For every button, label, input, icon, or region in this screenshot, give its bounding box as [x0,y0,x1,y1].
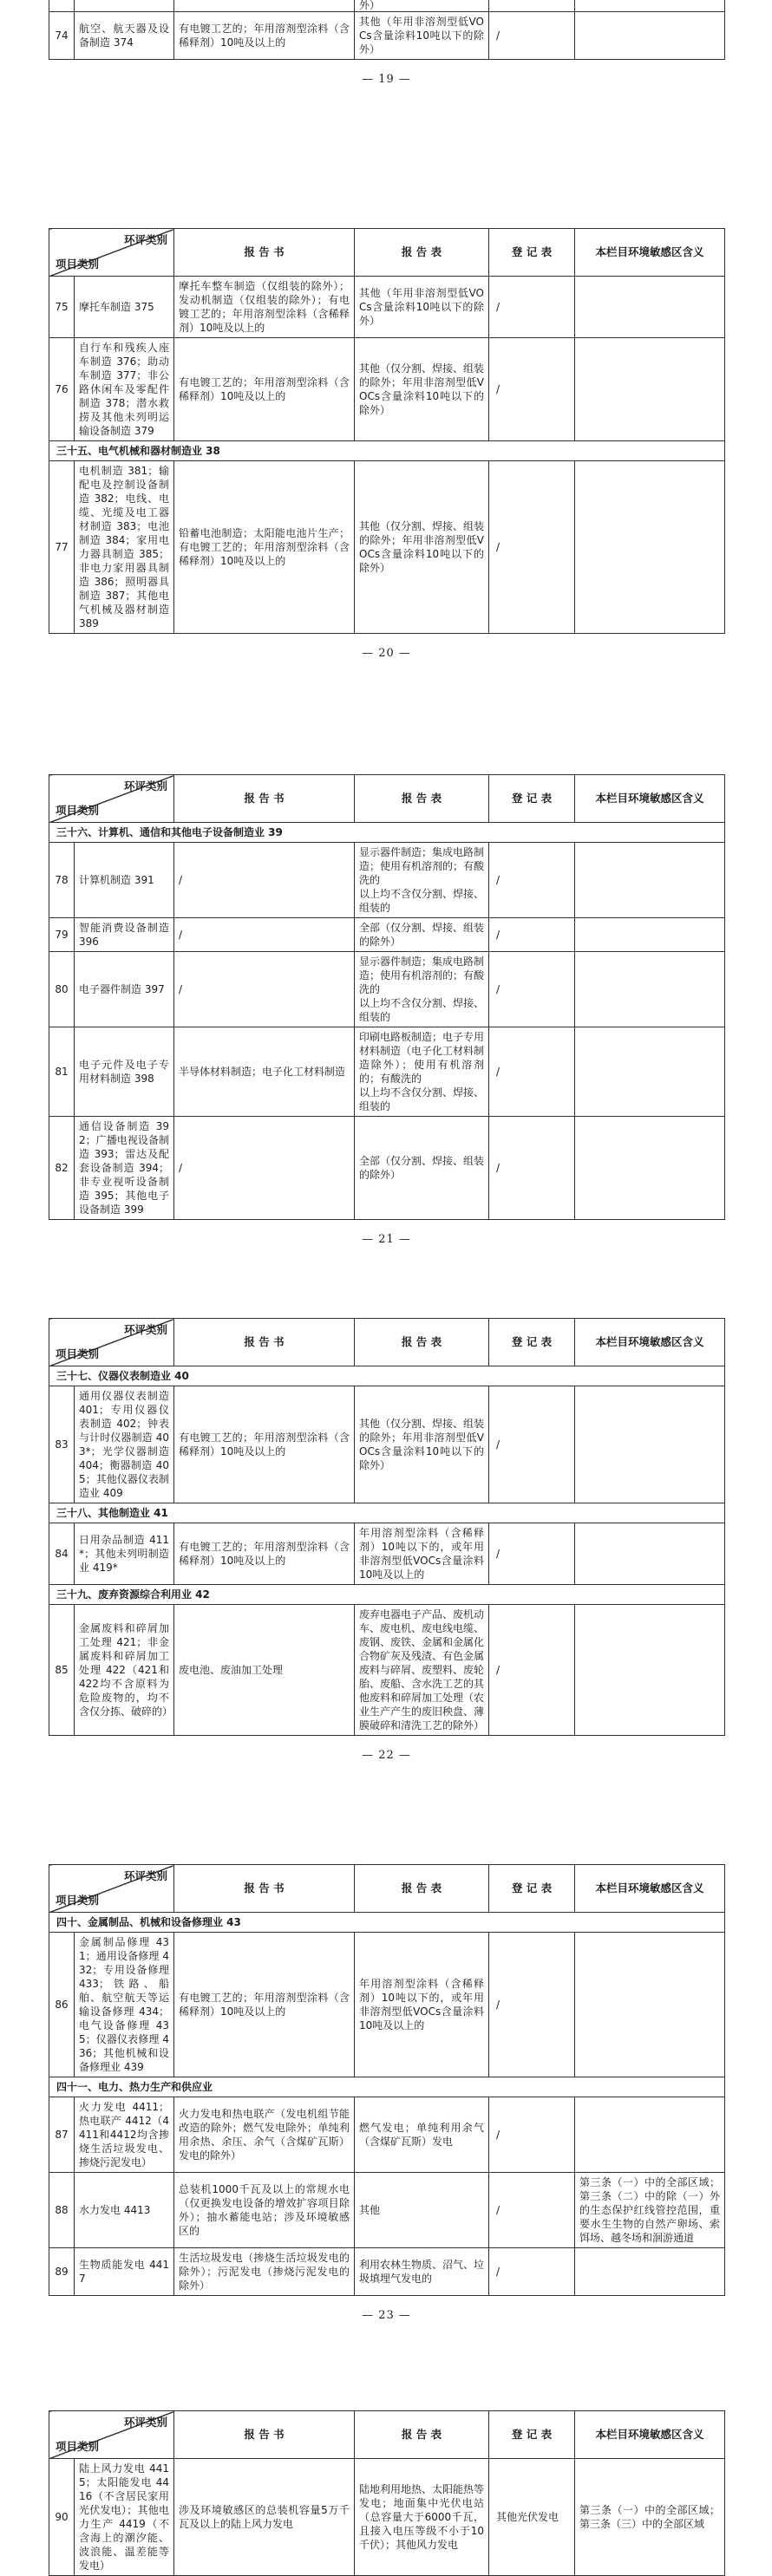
category-item-row [49,1605,725,1736]
header-sensitive-meaning-label: 本栏目环境敏感区含义 [575,2411,725,2459]
register-table-cell: / [489,461,575,634]
report-table-cell: 其他（年用非溶剂型低VOCs含量涂料10吨以下的除外） [355,277,489,338]
project-category-cell: 电子器件制造 397 [75,952,174,1027]
row-number-cell: 78 [49,843,75,918]
table-header-row [49,2411,725,2459]
register-table-cell: / [489,1523,575,1585]
table-header-row [49,1865,725,1913]
register-table-cell: / [489,338,575,441]
project-category-cell: 电子元件及电子专用材料制造 398 [75,1027,174,1117]
register-table-cell: / [489,1386,575,1503]
industry-section-row [49,441,725,461]
page-number: — 23 — [362,2309,411,2322]
header-eia-category-label: 环评类别 [123,233,167,246]
page-number: — 19 — [362,73,411,86]
industry-section-row [49,2077,725,2097]
row-number-cell: 84 [49,1523,75,1585]
report-table-cell: 全部（仅分割、焊接、组装的除外） [355,918,489,952]
category-table [49,0,725,60]
report-book-cell: 有电镀工艺的；年用溶剂型涂料（含稀释剂）10吨及以上的 [174,1386,355,1503]
table-header-row [49,1319,725,1366]
project-category-cell: 通用仪器仪表制造 401；专用仪器仪表制造 402；钟表与计时仪器制造 403*；光学仪器制造 404；衡器制造 405；其他仪器仪表制造业 409 [75,1386,174,1503]
industry-section-row [49,1913,725,1933]
report-book-cell: 有电镀工艺的；年用溶剂型涂料（含稀释剂）10吨及以上的 [174,1933,355,2077]
sensitive-area-meaning-cell [575,2097,725,2173]
header-report-table-label: 报 告 表 [355,2411,489,2459]
header-sensitive-meaning-label: 本栏目环境敏感区含义 [575,229,725,277]
sensitive-area-meaning-cell [575,338,725,441]
sensitive-area-meaning-cell [575,461,725,634]
industry-section-row [49,1503,725,1523]
header-eia-category-label: 环评类别 [123,1869,167,1882]
category-item-row [49,918,725,952]
report-book-cell: 铅蓄电池制造；太阳能电池片生产；有电镀工艺的；年用溶剂型涂料（含稀释剂）10吨及以上的 [174,461,355,634]
header-sensitive-meaning-label: 本栏目环境敏感区含义 [575,1865,725,1913]
project-category-cell: 电机制造 381；输配电及控制设备制造 382；电线、电缆、光缆及电工器材制造 383；电池制造 384；家用电力器具制造 385；非电力家用器具制造 386；照明器具制造 387；其他电气机械及器材制造 389 [75,461,174,634]
industry-section-label: 四十一、电力、热力生产和供应业 [49,2077,725,2097]
row-number-cell [49,0,75,12]
header-register-table-label: 登 记 表 [489,1319,575,1366]
diagonal-header-cell [49,1319,174,1366]
sensitive-area-meaning-cell [575,1523,725,1585]
row-number-cell: 79 [49,918,75,952]
project-category-cell: 金属制品修理 431；通用设备修理 432；专用设备修理 433；铁路、船舶、航空航天等运输设备修理 434；电气设备修理 435；仪器仪表修理 436；其他机械和设备修理业 439 [75,1933,174,2077]
header-project-category-label: 项目类别 [56,1347,100,1360]
header-report-book-label: 报 告 书 [174,229,355,277]
project-category-cell: 智能消费设备制造 396 [75,918,174,952]
report-table-cell: 年用溶剂型涂料（含稀释剂）10吨以下的，或年用非溶剂型低VOCs含量涂料10吨及以上的 [355,1523,489,1585]
page-block [49,1318,724,1762]
report-table-cell: 外） [355,0,489,12]
report-table-cell: 显示器件制造；集成电路制造；使用有机溶剂的；有酸洗的 以上均不含仅分割、焊接、组装的 [355,952,489,1027]
diagonal-header-cell [49,2411,174,2459]
sensitive-area-meaning-cell [575,1027,725,1117]
header-register-table-label: 登 记 表 [489,229,575,277]
report-table-cell: 印刷电路板制造；电子专用材料制造（电子化工材料制造除外）；使用有机溶剂的；有酸洗的 以上均不含仅分割、焊接、组装的 [355,1027,489,1117]
project-category-cell [75,0,174,12]
sensitive-area-meaning-cell [575,843,725,918]
report-table-cell: 全部（仅分割、焊接、组装的除外） [355,1117,489,1220]
project-category-cell: 通信设备制造 392；广播电视设备制造 393；雷达及配套设备制造 394；非专业视听设备制造 395；其他电子设备制造 399 [75,1117,174,1220]
sensitive-area-meaning-cell [575,1933,725,2077]
project-category-cell: 摩托车制造 375 [75,277,174,338]
register-table-cell [489,0,575,12]
row-number-cell: 75 [49,277,75,338]
row-number-cell: 90 [49,2459,75,2576]
category-item-row [49,1386,725,1503]
table-header-row [49,775,725,823]
header-report-book-label: 报 告 书 [174,775,355,823]
register-table-cell: / [489,2173,575,2248]
report-table-cell: 燃气发电；单纯利用余气（含煤矿瓦斯）发电 [355,2097,489,2173]
report-book-cell: 有电镀工艺的；年用溶剂型涂料（含稀释剂）10吨及以上的 [174,12,355,60]
category-item-row [49,1027,725,1117]
category-table [49,1318,725,1736]
industry-section-row [49,1366,725,1386]
industry-section-label: 三十五、电气机械和器材制造业 38 [49,441,725,461]
sensitive-area-meaning-cell [575,952,725,1027]
industry-section-label: 四十、金属制品、机械和设备修理业 43 [49,1913,725,1933]
header-register-table-label: 登 记 表 [489,1865,575,1913]
project-category-cell: 航空、航天器及设备制造 374 [75,12,174,60]
sensitive-area-meaning-cell [575,1605,725,1736]
category-item-row [49,1117,725,1220]
row-number-cell: 87 [49,2097,75,2173]
register-table-cell: / [489,1933,575,2077]
industry-section-label: 三十八、其他制造业 41 [49,1503,725,1523]
page-block [49,0,724,86]
table-header-row [49,229,725,277]
header-sensitive-meaning-label: 本栏目环境敏感区含义 [575,775,725,823]
report-book-cell: / [174,1117,355,1220]
diagonal-header-cell [49,229,174,277]
header-eia-category-label: 环评类别 [123,779,167,792]
category-table [49,774,725,1220]
page-block [49,228,724,660]
project-category-cell: 火力发电 4411；热电联产 4412（4411和4412均含掺烧生活垃圾发电、掺烧污泥发电） [75,2097,174,2173]
sensitive-area-meaning-cell [575,12,725,60]
row-number-cell: 86 [49,1933,75,2077]
header-project-category-label: 项目类别 [56,804,100,817]
report-book-cell: 火力发电和热电联产（发电机组节能改造的除外；燃气发电除外；单纯利用余热、余压、余气（含煤矿瓦斯）发电的除外） [174,2097,355,2173]
report-book-cell: 有电镀工艺的；年用溶剂型涂料（含稀释剂）10吨及以上的 [174,338,355,441]
row-number-cell: 80 [49,952,75,1027]
register-table-cell: / [489,843,575,918]
category-item-row [49,843,725,918]
category-item-row [49,461,725,634]
row-number-cell: 85 [49,1605,75,1736]
clipped-row [49,0,725,12]
report-book-cell: 摩托车整车制造（仅组装的除外）；发动机制造（仅组装的除外）；有电镀工艺的；年用溶剂型涂料（含稀释剂）10吨及以上的 [174,277,355,338]
header-report-book-label: 报 告 书 [174,2411,355,2459]
register-table-cell: / [489,918,575,952]
register-table-cell: / [489,1605,575,1736]
report-table-cell: 其他（仅分割、焊接、组装的除外；年用非溶剂型低VOCs含量涂料10吨以下的除外） [355,338,489,441]
register-table-cell: / [489,277,575,338]
report-book-cell: 涉及环境敏感区的总装机容量5万千瓦及以上的陆上风力发电 [174,2459,355,2576]
report-book-cell: 废电池、废油加工处理 [174,1605,355,1736]
industry-section-row [49,1585,725,1605]
report-table-cell: 其他（仅分割、焊接、组装的除外；年用非溶剂型低VOCs含量涂料10吨以下的除外） [355,461,489,634]
page-block [49,2410,724,2576]
sensitive-area-meaning-cell [575,2248,725,2296]
project-category-cell: 计算机制造 391 [75,843,174,918]
report-book-cell: / [174,843,355,918]
category-table [49,2410,725,2576]
category-item-row [49,2097,725,2173]
header-report-table-label: 报 告 表 [355,775,489,823]
category-item-row [49,2248,725,2296]
industry-section-label: 三十七、仪器仪表制造业 40 [49,1366,725,1386]
page-number: — 21 — [362,1233,411,1246]
category-item-row [49,952,725,1027]
report-table-cell: 其他（年用非溶剂型低VOCs含量涂料10吨以下的除外） [355,12,489,60]
sensitive-area-meaning-cell: 第三条（一）中的全部区域；第三条（三）中的全部区域 [575,2459,725,2576]
page-block [49,774,724,1246]
report-book-cell: 有电镀工艺的；年用溶剂型涂料（含稀释剂）10吨及以上的 [174,1523,355,1585]
report-book-cell: 生活垃圾发电（掺烧生活垃圾发电的除外）；污泥发电（掺烧污泥发电的除外） [174,2248,355,2296]
header-report-table-label: 报 告 表 [355,229,489,277]
row-number-cell: 76 [49,338,75,441]
project-category-cell: 自行车和残疾人座车制造 376；助动车制造 377；非公路休闲车及零配件制造 378；潜水救捞及其他未列明运输设备制造 379 [75,338,174,441]
report-table-cell: 利用农林生物质、沼气、垃圾填埋气发电的 [355,2248,489,2296]
page-block [49,1864,724,2322]
header-project-category-label: 项目类别 [56,1894,100,1907]
header-report-book-label: 报 告 书 [174,1319,355,1366]
register-table-cell: / [489,2097,575,2173]
industry-section-label: 三十六、计算机、通信和其他电子设备制造业 39 [49,823,725,843]
category-item-row [49,2173,725,2248]
header-project-category-label: 项目类别 [56,2440,100,2453]
report-book-cell: / [174,952,355,1027]
sensitive-area-meaning-cell [575,277,725,338]
row-number-cell: 82 [49,1117,75,1220]
report-book-cell: 总装机1000千瓦及以上的常规水电（仅更换发电设备的增效扩容项目除外）；抽水蓄能电站；涉及环境敏感区的 [174,2173,355,2248]
report-book-cell: 半导体材料制造；电子化工材料制造 [174,1027,355,1117]
sensitive-area-meaning-cell [575,1386,725,1503]
category-item-row [49,338,725,441]
register-table-cell: / [489,12,575,60]
report-table-cell: 显示器件制造；集成电路制造；使用有机溶剂的；有酸洗的 以上均不含仅分割、焊接、组装的 [355,843,489,918]
register-table-cell: / [489,2248,575,2296]
project-category-cell: 日用杂品制造 411*；其他未列明制造业 419* [75,1523,174,1585]
sensitive-area-meaning-cell [575,1117,725,1220]
header-eia-category-label: 环评类别 [123,2416,167,2429]
project-category-cell: 金属废料和碎屑加工处理 421；非金属废料和碎屑加工处理 422（421和422均不含原料为危险废物的，均不含仅分拣、破碎的） [75,1605,174,1736]
row-number-cell: 77 [49,461,75,634]
report-table-cell: 其他（仅分割、焊接、组装的除外；年用非溶剂型低VOCs含量涂料10吨以下的除外） [355,1386,489,1503]
industry-section-label: 三十九、废弃资源综合利用业 42 [49,1585,725,1605]
register-table-cell: / [489,1117,575,1220]
page-number: — 22 — [362,1749,411,1762]
header-report-table-label: 报 告 表 [355,1319,489,1366]
diagonal-header-cell [49,775,174,823]
category-item-row [49,277,725,338]
row-number-cell: 89 [49,2248,75,2296]
category-item-row [49,2459,725,2576]
register-table-cell: 其他光伏发电 [489,2459,575,2576]
report-table-cell: 废弃电器电子产品、废机动车、废电机、废电线电缆、废钢、废铁、金属和金属化合物矿灰及残渣、有色金属废料与碎屑、废塑料、废轮胎、废船、含水洗工艺的其他废料和碎屑加工处理（农业生产产生的废旧秧盘、薄膜破碎和清洗工艺的除外） [355,1605,489,1736]
header-eia-category-label: 环评类别 [123,1323,167,1336]
row-number-cell: 81 [49,1027,75,1117]
sensitive-area-meaning-cell [575,0,725,12]
header-register-table-label: 登 记 表 [489,775,575,823]
header-report-table-label: 报 告 表 [355,1865,489,1913]
category-item-row [49,12,725,60]
header-report-book-label: 报 告 书 [174,1865,355,1913]
category-table [49,228,725,634]
project-category-cell: 水力发电 4413 [75,2173,174,2248]
row-number-cell: 88 [49,2173,75,2248]
category-table [49,1864,725,2296]
row-number-cell: 83 [49,1386,75,1503]
report-table-cell: 年用溶剂型涂料（含稀释剂）10吨以下的，或年用非溶剂型低VOCs含量涂料10吨及以上的 [355,1933,489,2077]
header-sensitive-meaning-label: 本栏目环境敏感区含义 [575,1319,725,1366]
header-register-table-label: 登 记 表 [489,2411,575,2459]
report-table-cell: 其他 [355,2173,489,2248]
header-project-category-label: 项目类别 [56,258,100,271]
category-item-row [49,1933,725,2077]
report-book-cell [174,0,355,12]
report-book-cell: / [174,918,355,952]
register-table-cell: / [489,952,575,1027]
sensitive-area-meaning-cell [575,918,725,952]
register-table-cell: / [489,1027,575,1117]
page-number: — 20 — [362,647,411,660]
row-number-cell: 74 [49,12,75,60]
project-category-cell: 陆上风力发电 4415；太阳能发电 4416（不含居民家用光伏发电）；其他电力生产 4419（不含海上的潮汐能、波浪能、温差能等发电） [75,2459,174,2576]
category-item-row [49,1523,725,1585]
project-category-cell: 生物质能发电 4417 [75,2248,174,2296]
report-table-cell: 陆地利用地热、太阳能热等发电；地面集中光伏电站（总容量大于6000千瓦，且接入电压等级不小于10千伏）；其他风力发电 [355,2459,489,2576]
industry-section-row [49,823,725,843]
sensitive-area-meaning-cell: 第三条（一）中的全部区域；第三条（二）中的除（一）外的生态保护红线管控范围，重要水生生物的自然产卵场、索饵场、越冬场和洄游通道 [575,2173,725,2248]
diagonal-header-cell [49,1865,174,1913]
